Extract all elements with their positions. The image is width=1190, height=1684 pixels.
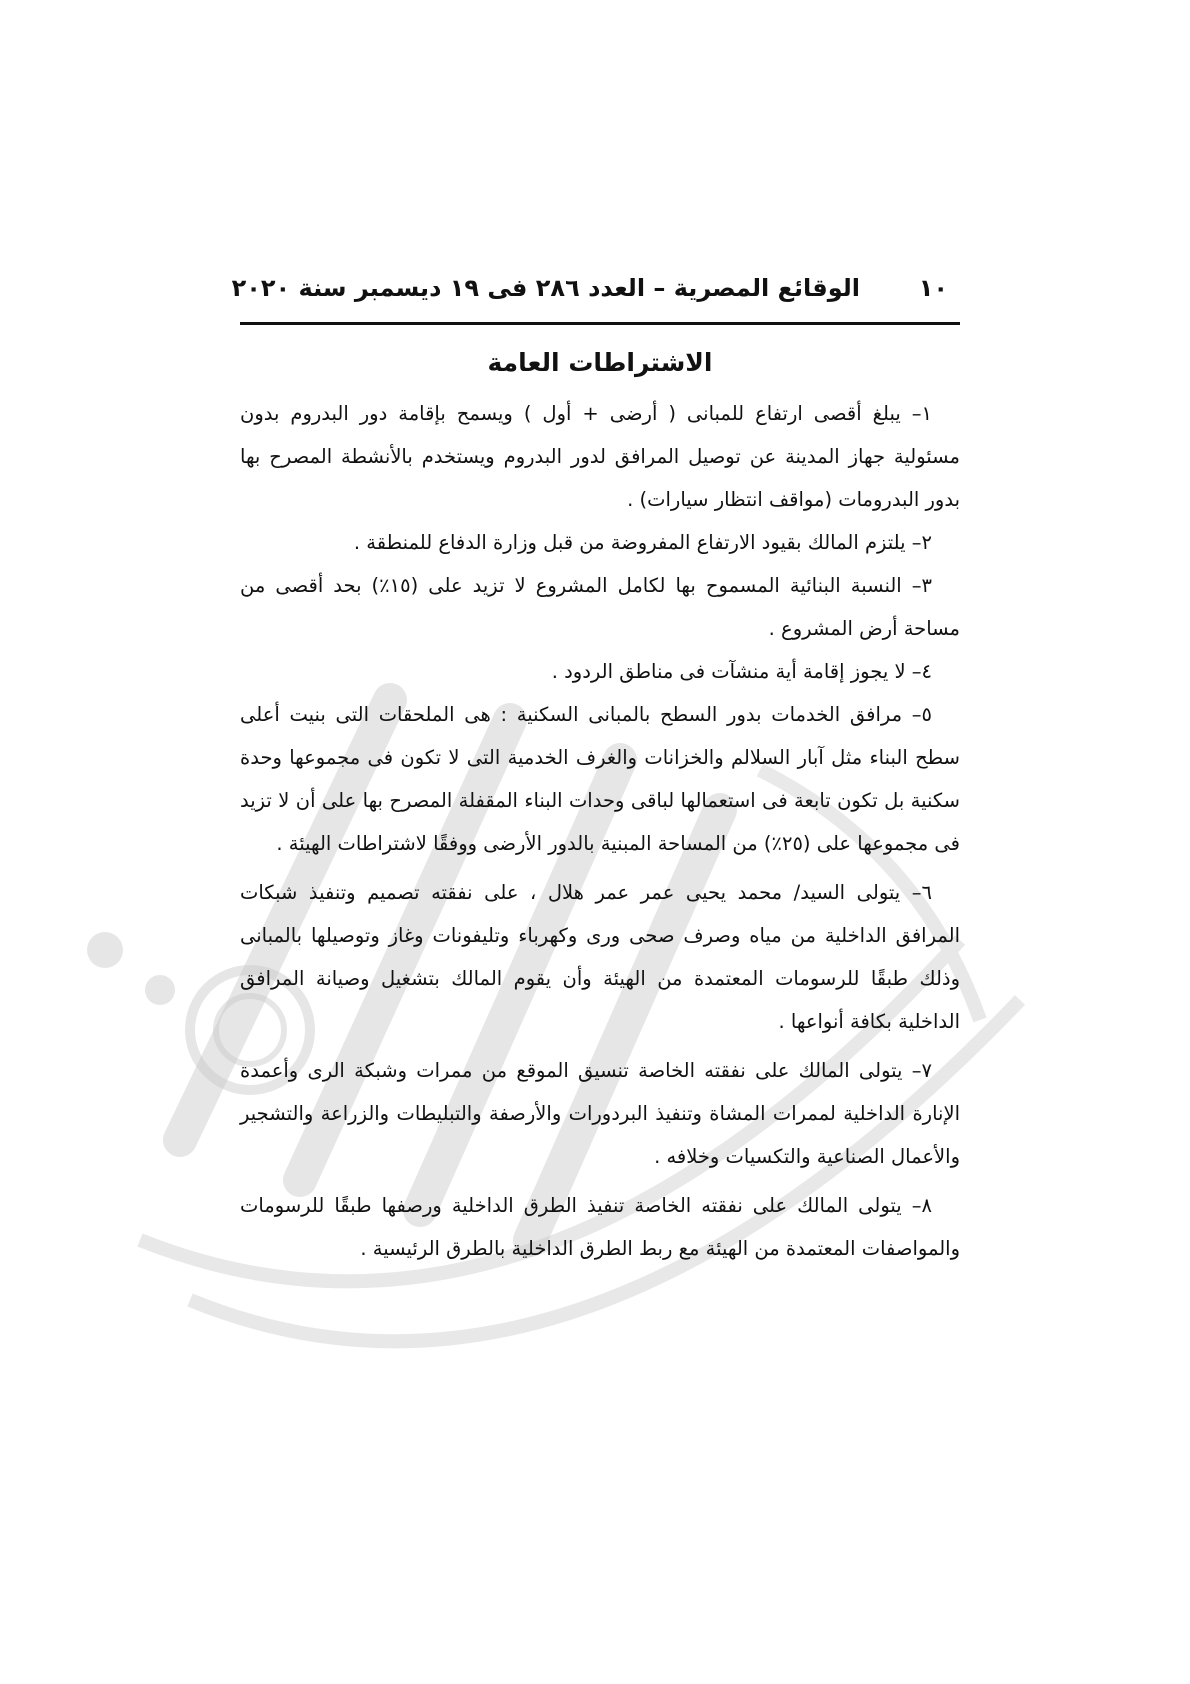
document-body	[240, 392, 960, 1270]
clause-6: ٦– يتولى السيد/ محمد يحيى عمر عمر هلال ، على نفقته تصميم وتنفيذ شبكات المرافق الداخلية من مياه وصرف صحى ورى وكهرباء وتليفونات وغاز وتوصيلها بالمبانى وذلك طبقًا للرسومات المعتمدة من الهيئة وأن يقوم المالك بتشغيل وصيانة المرافق الداخلية بكافة أنواعها .	[240, 881, 960, 1033]
page-header	[231, 270, 960, 325]
clause-5: ٥– مرافق الخدمات بدور السطح بالمبانى السكنية : هى الملحقات التى بنيت أعلى سطح البناء مثل آبار السلالم والخزانات والغرف الخدمية التى لا تكون فى مجموعها وحدة سكنية بل تكون تابعة فى استعمالها لباقى وحدات البناء المقفلة المصرح بها على أن لا تزيد فى مجموعها على (٢٥٪) من المساحة المبنية بالدور الأرضى ووفقًا لاشتراطات الهيئة .	[240, 703, 960, 855]
clause-3: ٣– النسبة البنائية المسموح بها لكامل المشروع لا تزيد على (١٥٪) بحد أقصى من مساحة أرض المشروع .	[240, 574, 960, 640]
watermark-dot-icon	[87, 932, 123, 968]
gazette-header-title: الوقائع المصرية – العدد ٢٨٦ فى ١٩ ديسمبر سنة ٢٠٢٠	[231, 274, 860, 302]
page-number: ١٠	[918, 274, 948, 302]
clause-2: ٢– يلتزم المالك بقيود الارتفاع المفروضة من قبل وزارة الدفاع للمنطقة .	[353, 531, 932, 554]
section-heading: الاشتراطات العامة	[487, 348, 713, 377]
clause-7: ٧– يتولى المالك على نفقته الخاصة تنسيق الموقع من ممرات وشبكة الرى وأعمدة الإنارة الداخلية لممرات المشاة وتنفيذ البردورات والأرصفة والتبليطات والزراعة والتشجير والأعمال الصناعية والتكسيات وخلافه .	[240, 1059, 960, 1168]
clause-4: ٤– لا يجوز إقامة أية منشآت فى مناطق الردود .	[551, 660, 932, 683]
watermark-dot-icon	[145, 975, 175, 1005]
clause-8: ٨– يتولى المالك على نفقته الخاصة تنفيذ الطرق الداخلية ورصفها طبقًا للرسومات والمواصفات المعتمدة من الهيئة مع ربط الطرق الداخلية بالطرق الرئيسية .	[240, 1194, 960, 1260]
clause-1: ١– يبلغ أقصى ارتفاع للمبانى ( أرضى + أول ) ويسمح بإقامة دور البدروم بدون مسئولية جهاز المدينة عن توصيل المرافق لدور البدروم ويستخدم بالأنشطة المصرح بها بدور البدرومات (مواقف انتظار سيارات) .	[240, 402, 960, 511]
